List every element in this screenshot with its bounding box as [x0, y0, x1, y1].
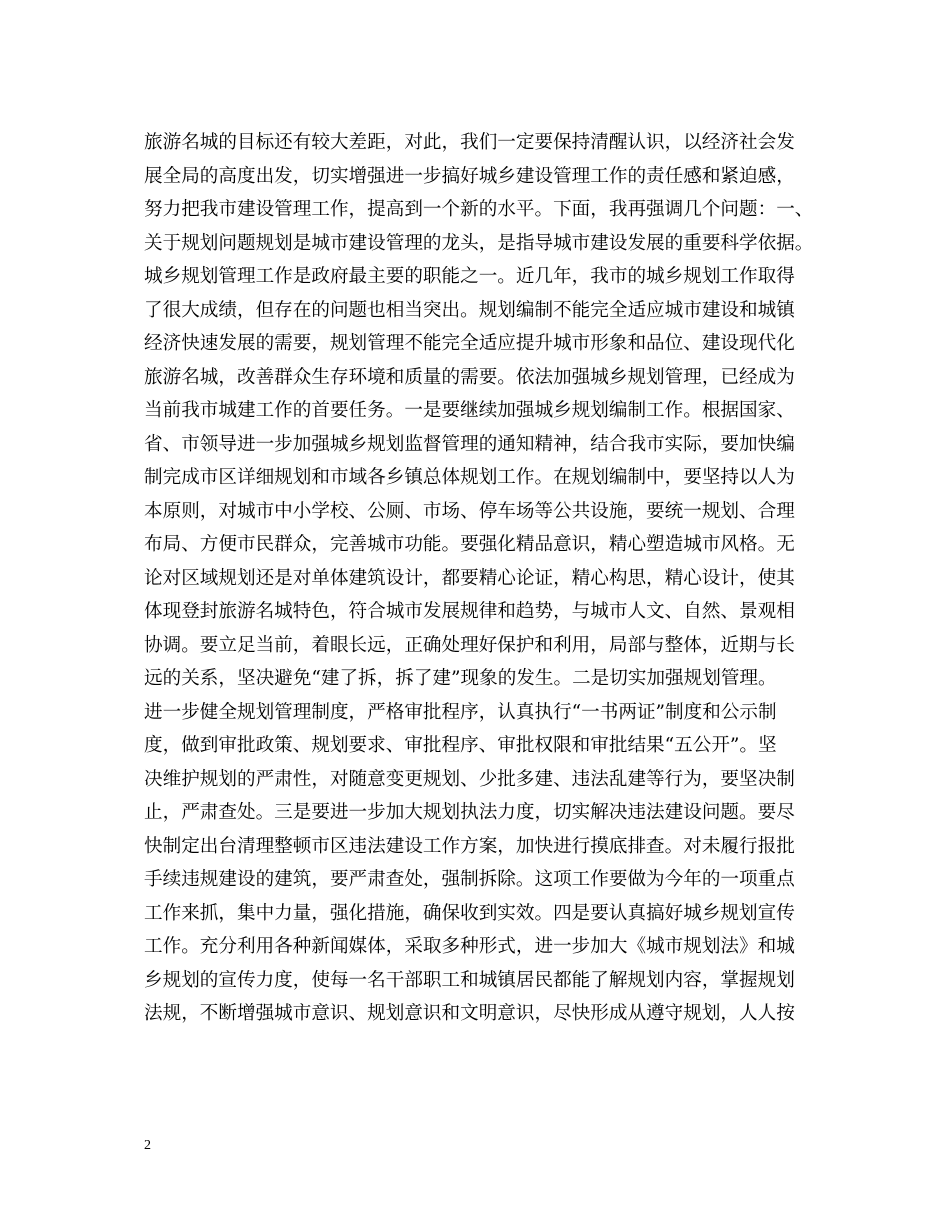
text-line: 关于规划问题规划是城市建设管理的龙头，是指导城市建设发展的重要科学依据。: [144, 232, 814, 254]
text-line: 省、市领导进一步加强城乡规划监督管理的通知精神，结合我市实际，要加快编: [144, 433, 795, 455]
text-line: 体现登封旅游名城特色，符合城市发展规律和趋势，与城市人文、自然、景观相: [144, 601, 795, 622]
text-line: 决维护规划的严肃性，对随意变更规划、少批多建、违法乱建等行为，要坚决制: [144, 768, 795, 790]
text-line: 经济快速发展的需要，规划管理不能完全适应提升城市形象和品位、建设现代化: [144, 333, 795, 354]
text-line: 快制定出台清理整顿市区违法建设工作方案，加快进行摸底排查。对未履行报批: [144, 835, 795, 857]
text-line: 努力把我市建设管理工作，提高到一个新的水平。下面，我再强调几个问题：一、: [144, 199, 814, 220]
text-line: 本原则，对城市中小学校、公厕、市场、停车场等公共设施，要统一规划、合理: [144, 500, 795, 522]
text-line: 论对区域规划还是对单体建筑设计，都要精心论证，精心构思，精心设计，使其: [144, 567, 795, 589]
text-line: 进一步健全规划管理制度，严格审批程序，认真执行“一书两证”制度和公示制: [144, 701, 777, 723]
page-number: 2: [144, 1138, 151, 1153]
text-line: 城乡规划管理工作是政府最主要的职能之一。近几年，我市的城乡规划工作取得: [144, 266, 795, 287]
text-line: 法规，不断增强城市意识、规划意识和文明意识，尽快形成从遵守规划，人人按: [144, 1003, 795, 1024]
text-line: 协调。要立足当前，着眼长远，正确处理好保护和利用，局部与整体，近期与长: [144, 634, 795, 656]
text-line: 了很大成绩，但存在的问题也相当突出。规划编制不能完全适应城市建设和城镇: [144, 299, 795, 321]
text-line: 旅游名城，改善群众生存环境和质量的需要。依法加强城乡规划管理，已经成为: [144, 366, 795, 388]
text-line: 工作。充分利用各种新闻媒体，采取多种形式，进一步加大《城市规划法》和城: [144, 936, 795, 957]
text-line: 工作来抓，集中力量，强化措施，确保收到实效。四是要认真搞好城乡规划宣传: [144, 902, 795, 924]
text-line: 度，做到审批政策、规划要求、审批程序、审批权限和审批结果“五公开”。坚: [144, 735, 777, 756]
text-line: 制完成市区详细规划和市域各乡镇总体规划工作。在规划编制中，要坚持以人为: [144, 467, 795, 488]
text-line: 手续违规建设的建筑，要严肃查处，强制拆除。这项工作要做为今年的一项重点: [144, 869, 795, 890]
body-text: [144, 126, 824, 1031]
text-line: 旅游名城的目标还有较大差距，对此，我们一定要保持清醒认识，以经济社会发: [144, 132, 795, 153]
text-line: 布局、方便市民群众，完善城市功能。要强化精品意识，精心塑造城市风格。无: [144, 534, 795, 555]
text-line: 展全局的高度出发，切实增强进一步搞好城乡建设管理工作的责任感和紧迫感，: [144, 165, 795, 187]
text-line: 止，严肃查处。三是要进一步加大规划执法力度，切实解决违法建设问题。要尽: [144, 802, 795, 823]
text-line: 远的关系，坚决避免“建了拆，拆了建”现象的发生。二是切实加强规划管理。: [144, 668, 777, 689]
text-line: 当前我市城建工作的首要任务。一是要继续加强城乡规划编制工作。根据国家、: [144, 400, 795, 421]
text-line: 乡规划的宣传力度，使每一名干部职工和城镇居民都能了解规划内容，掌握规划: [144, 969, 795, 991]
